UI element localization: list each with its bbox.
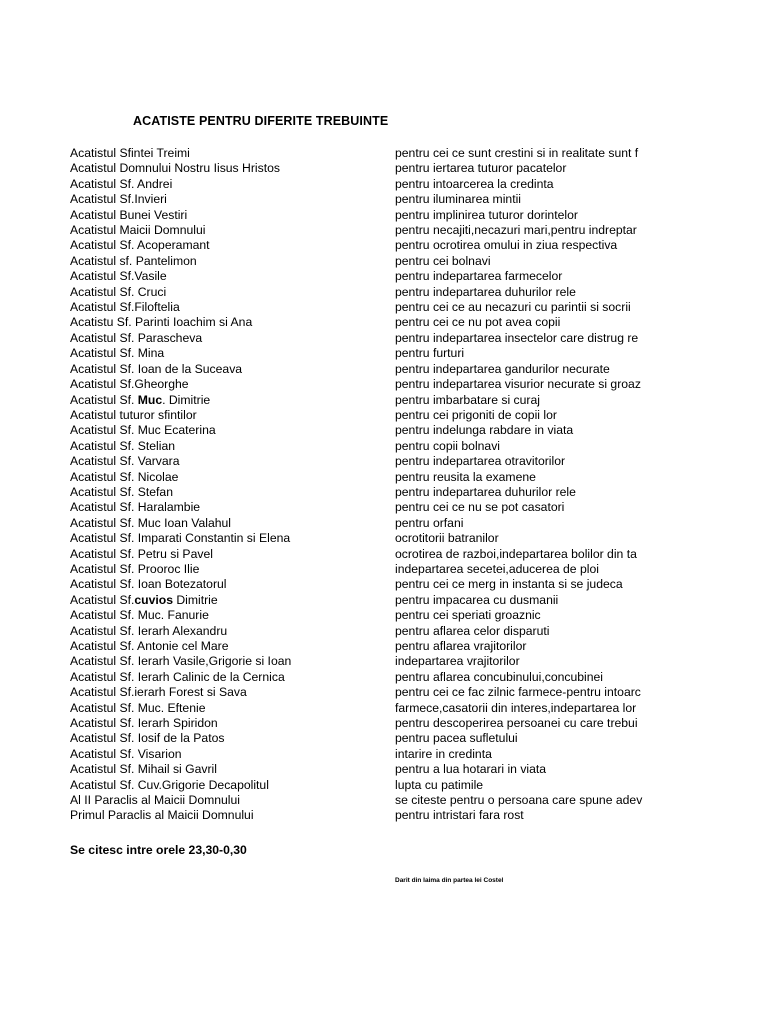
list-item [0, 654, 768, 669]
acatist-purpose: ocrotitorii batranilor [395, 531, 499, 546]
acatist-name: Acatistul Sf. Ierarh Vasile,Grigorie si Ioan [70, 654, 292, 669]
acatist-name: Al II Paraclis al Maicii Domnului [70, 793, 241, 808]
acatist-name: Acatistul Sf. Ioan Botezatorul [70, 577, 227, 592]
list-item [0, 315, 768, 330]
list-item [0, 670, 768, 685]
acatist-name: Acatistul Sfintei Treimi [70, 146, 190, 160]
acatist-name: Acatistul Sf. Mina [70, 346, 165, 361]
acatist-name [70, 593, 390, 608]
acatist-purpose: pentru cei ce sunt crestini si in realitate sunt f [395, 146, 639, 160]
list-item [0, 285, 768, 300]
acatist-name: Acatistu Sf. Parinti Ioachim si Ana [70, 315, 253, 330]
acatist-purpose: indepartarea secetei,aducerea de ploi [395, 561, 599, 576]
acatist-name: Acatistul Sf. Cruci [70, 284, 167, 299]
acatist-name: Acatistul Sf.Invieri [70, 192, 167, 207]
acatist-name: Acatistul Sf. Andrei [70, 176, 173, 191]
list-item [0, 393, 768, 408]
acatist-name: Acatistul Sf. Muc Ioan Valahul [70, 515, 232, 530]
acatist-name: Acatistul Sf. Cuv.Grigorie Decapolitul [70, 777, 269, 792]
list-item [0, 716, 768, 731]
acatist-purpose: pentru indepartarea insectelor care distrug re [395, 330, 639, 345]
acatist-purpose: pentru aflarea celor disparuti [395, 623, 550, 638]
acatist-purpose: pentru cei prigoniti de copii lor [395, 407, 557, 422]
list-item [0, 331, 768, 346]
acatist-name: Acatistul Sf. Petru si Pavel [70, 546, 213, 561]
acatist-purpose: pentru a lua hotarari in viata [395, 762, 547, 777]
acatist-name: Acatistul Sf. Imparati Constantin si Elena [70, 531, 291, 546]
acatist-purpose: pentru indepartarea duhurilor rele [395, 484, 576, 499]
list-item [0, 223, 768, 238]
acatist-purpose: pentru aflarea concubinului,concubinei [395, 669, 604, 684]
list-item [0, 731, 768, 746]
acatist-purpose: pentru iertarea tuturor pacatelor [395, 161, 567, 176]
acatist-name: Acatistul sf. Pantelimon [70, 253, 197, 268]
acatist-purpose: pentru cei ce nu pot avea copii [395, 315, 561, 330]
list-item [0, 269, 768, 284]
acatist-purpose: se citeste pentru o persoana care spune adev [395, 793, 643, 808]
acatist-purpose: pentru cei ce au necazuri cu parintii si socrii [395, 300, 631, 315]
list-item [0, 423, 768, 438]
acatist-name: Acatistul Sf. Stefan [70, 484, 173, 499]
acatist-purpose: pentru intristari fara rost [395, 808, 524, 823]
list-item [0, 470, 768, 485]
acatist-name: Acatistul Sf. Ierarh Calinic de la Cernica [70, 669, 285, 684]
reading-hours-note: Se citesc intre orele 23,30-0,30 [70, 843, 247, 857]
acatist-purpose: pentru aflarea vrajitorilor [395, 639, 527, 653]
acatist-purpose: pentru indepartarea farmecelor [395, 269, 563, 284]
list-item [0, 192, 768, 207]
list-item [0, 500, 768, 515]
list-item [0, 146, 768, 161]
acatist-name-emphasis: cuvios [134, 592, 173, 607]
list-item [0, 238, 768, 253]
acatist-name: Acatistul Sf. Muc. Fanurie [70, 608, 209, 623]
list-item [0, 362, 768, 377]
acatist-purpose: pentru imbarbatare si curaj [395, 392, 540, 407]
acatist-purpose: pentru indepartarea gandurilor necurate [395, 361, 610, 376]
acatist-name: Acatistul Domnului Nostru Iisus Hristos [70, 161, 280, 176]
list-item [0, 547, 768, 562]
list-item [0, 377, 768, 392]
acatist-purpose: pentru ocrotirea omului in ziua respectiva [395, 238, 618, 253]
acatist-name: Acatistul Sf.Filoftelia [70, 300, 180, 315]
list-item [0, 485, 768, 500]
list-item [0, 685, 768, 700]
list-item [0, 254, 768, 269]
acatist-name-part: Acatistul Sf. [70, 392, 138, 407]
acatist-name-part: . Dimitrie [162, 392, 211, 407]
acatist-name: Acatistul Sf. Prooroc Ilie [70, 561, 200, 576]
list-item [0, 177, 768, 192]
acatist-purpose: pentru orfani [395, 515, 464, 530]
list-item [0, 701, 768, 716]
acatist-purpose: pentru implinirea tuturor dorintelor [395, 207, 578, 222]
list-item [0, 762, 768, 777]
acatist-name: Acatistul Sf. Nicolae [70, 469, 179, 484]
acatist-name: Acatistul Sf. Antonie cel Mare [70, 639, 229, 653]
acatist-purpose: pentru necajiti,necazuri mari,pentru indreptar [395, 223, 637, 238]
acatist-name: Acatistul Sf. Muc Ecaterina [70, 423, 216, 438]
acatist-name: Acatistul Sf. Stelian [70, 438, 175, 453]
acatist-name: Acatistul Bunei Vestiri [70, 207, 188, 222]
acatist-purpose: pentru iluminarea mintii [395, 192, 521, 207]
acatist-name: Acatistul Sf. Ierarh Alexandru [70, 623, 228, 638]
credit-note: Darit din Iaima din partea lei Costel [395, 877, 504, 884]
acatist-name: Acatistul tuturor sfintilor [70, 407, 197, 422]
acatist-name: Acatistul Sf.Gheorghe [70, 377, 189, 392]
list-item [0, 439, 768, 454]
list-item [0, 747, 768, 762]
acatist-purpose: pentru indelunga rabdare in viata [395, 423, 574, 438]
acatist-purpose: pentru cei ce fac zilnic farmece-pentru intoarc [395, 685, 641, 700]
acatist-name-part: Acatistul Sf. [70, 592, 135, 607]
list-item [0, 577, 768, 592]
document-title: ACATISTE PENTRU DIFERITE TREBUINTE [133, 114, 389, 128]
acatist-name: Acatistul Sf. Varvara [70, 454, 180, 469]
acatist-purpose: pentru furturi [395, 346, 465, 361]
acatist-purpose: intarire in credinta [395, 746, 492, 761]
acatist-name: Acatistul Sf. Muc. Eftenie [70, 700, 206, 715]
list-item [0, 639, 768, 654]
list-item [0, 408, 768, 423]
list-item [0, 516, 768, 531]
list-item [0, 778, 768, 793]
list-item [0, 531, 768, 546]
acatist-name: Acatistul Sf. Mihail si Gavril [70, 762, 217, 777]
acatist-name: Acatistul Sf.ierarh Forest si Sava [70, 685, 247, 700]
acatist-purpose: pentru cei ce merg in instanta si se judeca [395, 577, 623, 592]
list-item [0, 793, 768, 808]
list-item [0, 608, 768, 623]
acatist-purpose: pentru indepartarea visurior necurate si groaz [395, 377, 641, 392]
list-item [0, 208, 768, 223]
acatist-purpose: pentru reusita la examene [395, 469, 536, 484]
acatist-purpose: pentru indepartarea otravitorilor [395, 454, 566, 469]
acatist-name: Acatistul Maicii Domnului [70, 223, 206, 238]
acatist-purpose: lupta cu patimile [395, 777, 484, 792]
acatist-purpose: pentru descoperirea persoanei cu care trebui [395, 716, 638, 731]
acatist-name: Acatistul Sf. Parascheva [70, 330, 203, 345]
list-item [0, 346, 768, 361]
acatist-name-emphasis: Muc [137, 392, 163, 407]
list-item [0, 624, 768, 639]
list-item [0, 300, 768, 315]
acatist-purpose: pentru impacarea cu dusmanii [395, 592, 559, 607]
acatist-purpose: pentru cei ce nu se pot casatori [395, 500, 565, 515]
acatist-name [70, 393, 390, 408]
acatist-purpose: farmece,casatorii din interes,indepartarea lor [395, 700, 637, 715]
acatist-purpose: pentru copii bolnavi [395, 438, 501, 453]
list-item [0, 454, 768, 469]
acatist-purpose: ocrotirea de razboi,indepartarea bolilor din ta [395, 546, 637, 561]
list-item [0, 808, 768, 823]
acatist-name-part: Dimitrie [172, 592, 218, 607]
acatist-purpose: pentru pacea sufletului [395, 731, 518, 746]
list-item [0, 562, 768, 577]
acatist-purpose: pentru cei bolnavi [395, 253, 491, 268]
list-item [0, 593, 768, 608]
acatist-purpose: pentru intoarcerea la credinta [395, 176, 554, 191]
acatist-purpose: pentru cei speriati groaznic [395, 608, 541, 623]
list-item [0, 161, 768, 176]
acatist-list [0, 146, 768, 824]
acatist-purpose: pentru indepartarea duhurilor rele [395, 284, 576, 299]
acatist-name: Acatistul Sf. Haralambie [70, 500, 201, 515]
acatist-name: Acatistul Sf. Visarion [70, 746, 182, 761]
acatist-name: Primul Paraclis al Maicii Domnului [70, 808, 254, 823]
acatist-name: Acatistul Sf. Acoperamant [70, 238, 210, 253]
acatist-name: Acatistul Sf. Iosif de la Patos [70, 731, 225, 746]
acatist-name: Acatistul Sf.Vasile [70, 269, 167, 284]
acatist-name: Acatistul Sf. Ierarh Spiridon [70, 716, 218, 731]
acatist-purpose: indepartarea vrajitorilor [395, 654, 520, 669]
acatist-name: Acatistul Sf. Ioan de la Suceava [70, 361, 243, 376]
